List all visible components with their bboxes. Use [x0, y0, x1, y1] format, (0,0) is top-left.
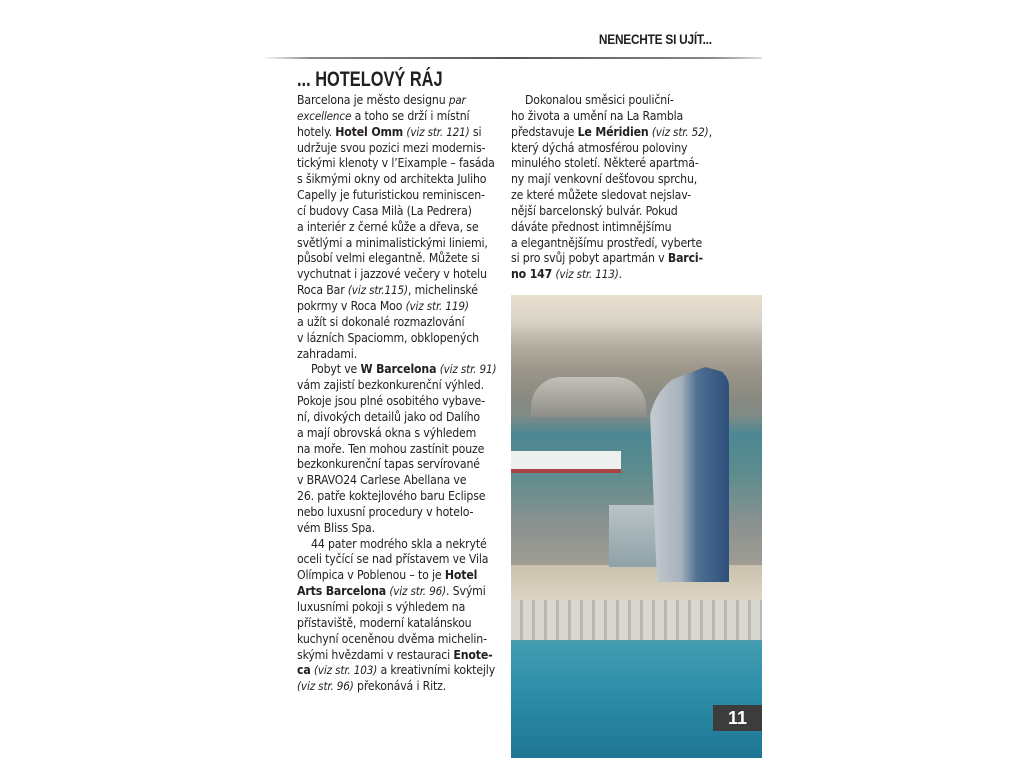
text-run: a kreativními koktejly — [377, 663, 496, 678]
bold-name: Le Méridien — [577, 124, 649, 139]
text-run: nebo luxusní procedury v hotelo- — [297, 504, 474, 519]
text-run: překonává i Ritz. — [353, 679, 447, 694]
text-line — [511, 172, 763, 188]
text-line — [511, 156, 763, 172]
text-line — [511, 267, 763, 283]
text-run: Dokonalou směsici pouliční- — [525, 93, 674, 107]
header-divider — [262, 57, 762, 59]
text-run: představuje — [511, 124, 578, 139]
bold-name: Hotel — [444, 568, 478, 583]
bold-name: Hotel Omm — [335, 124, 404, 139]
text-line — [297, 267, 502, 283]
text-line — [297, 616, 502, 632]
text-run: 44 pater modrého skla a nekryté — [311, 536, 487, 551]
text-line — [297, 283, 502, 299]
bold-name: W Barcelona — [360, 362, 437, 377]
text-line — [297, 347, 502, 363]
text-run: a toho se drží i místní — [351, 108, 470, 123]
page-reference: excellence — [297, 108, 352, 123]
text-line — [297, 93, 502, 109]
page-reference: (viz str. 52) — [651, 124, 709, 139]
text-run: ze které můžete sledovat nejslav- — [511, 188, 692, 203]
text-line — [297, 394, 502, 410]
text-line — [511, 125, 763, 141]
page-reference: (viz str.115) — [347, 283, 408, 298]
text-run: dáváte přednost intimnějšímu — [511, 219, 672, 234]
text-run: , — [708, 124, 712, 139]
text-run: přístaviště, moderní katalánskou — [297, 615, 472, 630]
breakwater — [511, 600, 762, 640]
text-line — [297, 600, 502, 616]
text-run: , michelinské — [407, 283, 478, 298]
page-reference: (viz str. 96) — [297, 679, 354, 694]
text-run: pokrmy v Roca Moo — [297, 298, 406, 313]
text-run: hotely. — [297, 124, 336, 139]
text-run: a interiér z černé kůže a dřeva, se — [297, 219, 479, 234]
text-run: minulého století. Některé apartmá- — [511, 156, 699, 171]
text-line — [511, 109, 763, 125]
text-run: si pro svůj pobyt apartmán v — [511, 251, 668, 266]
text-line — [297, 251, 502, 267]
bold-name: Barci- — [667, 251, 703, 266]
page-reference: (viz str. 103) — [313, 663, 378, 678]
text-run: . — [618, 267, 623, 282]
text-line — [297, 679, 502, 695]
text-line — [297, 568, 502, 584]
text-line — [297, 648, 502, 664]
text-line — [297, 489, 502, 505]
text-run: a mají obrovská okna s výhledem — [297, 425, 477, 440]
text-line — [297, 315, 502, 331]
text-run: vém Bliss Spa. — [297, 520, 375, 535]
page-reference: (viz str. 96) — [389, 584, 447, 599]
text-line — [297, 552, 502, 568]
right-text-column — [511, 93, 763, 283]
page-reference: (viz str. 121) — [406, 124, 470, 139]
text-line — [297, 410, 502, 426]
text-run: světlými a minimalistickými liniemi, — [297, 235, 488, 250]
text-run: s šikmými okny od architekta Juliho — [297, 172, 487, 187]
page-number: 11 — [713, 705, 762, 731]
text-run: skými hvězdami v restauraci — [297, 647, 454, 662]
text-run: oceli tyčící se nad přístavem ve Vila — [297, 552, 489, 567]
text-run: luxusními pokoji s výhledem na — [297, 600, 466, 614]
text-line — [297, 521, 502, 537]
page-reference: (viz str. 119) — [405, 298, 469, 313]
text-run: v lázních Spaciomm, obklopených — [297, 330, 479, 345]
text-run: v BRAVO24 Carlese Abellana ve — [297, 473, 467, 488]
text-line — [297, 141, 502, 157]
text-run: udržuje svou pozici mezi modernis- — [297, 140, 486, 155]
page-reference: (viz str. 113) — [555, 267, 619, 282]
text-run: který dýchá atmosférou poloviny — [511, 140, 688, 155]
text-run: Olímpica v Poblenou – to je — [297, 568, 445, 583]
text-line — [297, 442, 502, 458]
text-line — [297, 204, 502, 220]
page-reference: (viz str. 91) — [439, 362, 497, 377]
ferry — [511, 451, 621, 473]
text-line — [297, 378, 502, 394]
text-run: Capelly je futuristickou reminiscen- — [297, 188, 485, 203]
text-line — [511, 141, 763, 157]
text-line — [297, 299, 502, 315]
text-line — [511, 204, 763, 220]
text-run: zahradami. — [297, 346, 358, 361]
text-line — [297, 156, 502, 172]
text-line — [297, 236, 502, 252]
text-line — [297, 426, 502, 442]
text-run: 26. patře koktejlového baru Eclipse — [297, 489, 486, 504]
text-line — [511, 188, 763, 204]
port-building — [531, 377, 646, 417]
text-line — [297, 663, 502, 679]
text-line — [297, 125, 502, 141]
text-run: si — [469, 124, 482, 139]
text-run: působí velmi elegantně. Můžete si — [297, 251, 480, 266]
text-run: ní, divokých detailů jako od Dalího — [297, 409, 480, 424]
text-line — [511, 236, 763, 252]
text-run: cí budovy Casa Milà (La Pedrera) — [297, 203, 472, 218]
text-run: bezkonkurenční tapas servírované — [297, 457, 480, 472]
text-run: na moře. Ten mohou zastínit pouze — [297, 441, 485, 456]
text-run: Pokoje jsou plné osobitého vybave- — [297, 394, 485, 409]
hotel-w-barcelona-photo — [511, 295, 762, 758]
text-line — [297, 505, 502, 521]
sail-tower — [649, 367, 729, 582]
text-run: ho života a umění na La Rambla — [511, 108, 684, 123]
text-line — [297, 632, 502, 648]
text-line — [297, 537, 502, 553]
bold-name: ca — [297, 663, 311, 678]
text-line — [297, 331, 502, 347]
text-line — [297, 172, 502, 188]
text-line — [511, 251, 763, 267]
section-header: NENECHTE SI UJÍT... — [599, 31, 712, 47]
text-run: a užít si dokonalé rozmazlování — [297, 314, 465, 329]
text-run: Barcelona je město designu — [297, 93, 449, 107]
bold-name: no 147 — [511, 267, 553, 282]
text-run: kuchyní oceněnou dvěma michelin- — [297, 631, 487, 646]
text-run: a elegantnějšímu prostředí, vyberte — [511, 235, 703, 250]
text-run: Roca Bar — [297, 283, 348, 298]
hotel-podium — [609, 505, 657, 567]
text-run: nější barcelonský bulvár. Pokud — [511, 203, 678, 218]
article-title: ... HOTELOVÝ RÁJ — [297, 68, 443, 91]
text-run: vychutnat i jazzové večery v hotelu — [297, 267, 487, 282]
text-run: tickými klenoty v l’Eixample – fasáda — [297, 156, 495, 171]
text-run: vám zajistí bezkonkurenční výhled. — [297, 378, 484, 393]
text-line — [297, 584, 502, 600]
text-line — [297, 109, 502, 125]
text-run: ny mají venkovní dešťovou sprchu, — [511, 172, 698, 187]
text-line — [297, 188, 502, 204]
text-run: . Svými — [446, 584, 486, 599]
left-text-column — [297, 93, 502, 695]
bold-name: Arts Barcelona — [297, 584, 386, 599]
text-line — [511, 93, 763, 109]
text-line — [297, 362, 502, 378]
text-line — [297, 220, 502, 236]
text-line — [297, 473, 502, 489]
bold-name: Enote- — [453, 647, 493, 662]
text-run: Pobyt ve — [311, 362, 361, 377]
page-reference: par — [448, 93, 466, 107]
text-line — [511, 220, 763, 236]
text-line — [297, 457, 502, 473]
